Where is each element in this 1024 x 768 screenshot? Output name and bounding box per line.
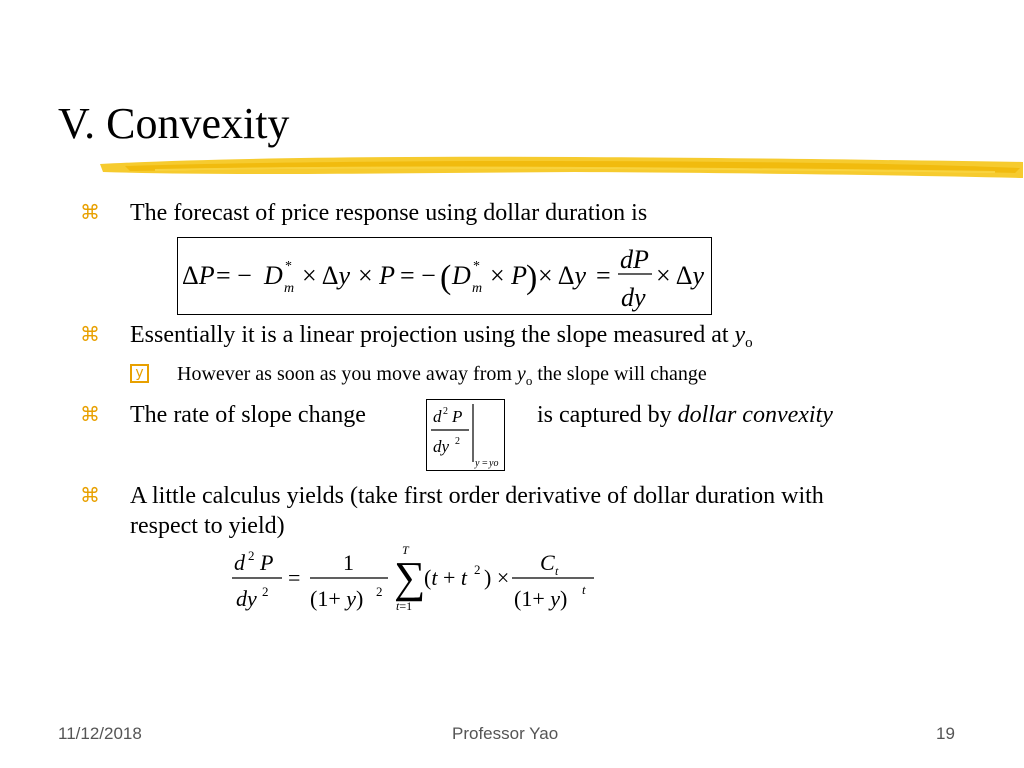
- svg-text:t=1: t=1: [396, 599, 413, 613]
- bullet-text-4-line1: A little calculus yields (take first order derivative of dollar duration with: [130, 483, 824, 509]
- svg-text:d: d: [234, 550, 245, 575]
- svg-text:m: m: [472, 281, 483, 296]
- svg-text:dy: dy: [621, 283, 646, 312]
- svg-text:(1+ y): (1+ y): [310, 586, 364, 611]
- svg-text:2: 2: [262, 584, 269, 599]
- svg-text:=: =: [482, 458, 488, 469]
- svg-text:(1+ y): (1+ y): [514, 586, 568, 611]
- svg-text:) ×: ) ×: [484, 565, 510, 590]
- bullet-text-3-post: [537, 400, 833, 430]
- svg-text:=: =: [596, 261, 611, 290]
- sub-bullet-pre: However as soon as you move away from: [177, 363, 517, 385]
- sub-bullet-post: the slope will change: [532, 363, 707, 385]
- svg-text:D: D: [264, 261, 283, 290]
- svg-text:dy: dy: [236, 586, 257, 611]
- svg-text:(t + t: (t + t: [424, 565, 467, 590]
- sub-bullet-text: [177, 361, 707, 394]
- svg-text:ΔP: ΔP: [182, 261, 215, 290]
- slide-title: V. Convexity: [58, 99, 290, 148]
- sub-bullet-icon: y: [130, 364, 149, 383]
- duration-equation: [177, 237, 712, 315]
- convexity-formula: [228, 540, 608, 620]
- second-derivative-box: [426, 399, 505, 471]
- svg-text:=: =: [288, 565, 301, 590]
- svg-text:= −: = −: [400, 261, 436, 290]
- bullet-text-3-plain: is captured by: [537, 402, 678, 428]
- svg-text:y: y: [475, 458, 480, 469]
- svg-text:× P: × P: [490, 261, 528, 290]
- bullet-text-3-italic: dollar convexity: [677, 402, 833, 428]
- bullet-text-1: The forecast of price response using dollar duration is: [130, 200, 648, 226]
- svg-text:C: C: [540, 550, 555, 575]
- bullet-text-4-line2: respect to yield): [130, 513, 285, 539]
- duration-equation-svg: [178, 238, 713, 316]
- svg-text:dP: dP: [620, 245, 649, 274]
- svg-text:*: *: [285, 259, 292, 274]
- svg-text:× Δy: × Δy: [656, 261, 704, 290]
- svg-text:2: 2: [248, 548, 255, 563]
- svg-text:P: P: [452, 407, 463, 426]
- svg-text:*: *: [473, 259, 480, 274]
- subscript-o: o: [525, 373, 533, 388]
- bullet-icon: ⌘: [80, 483, 100, 507]
- svg-text:2: 2: [474, 562, 481, 577]
- svg-text:(: (: [440, 259, 452, 296]
- bullet-icon: ⌘: [80, 200, 100, 224]
- bullet-icon: ⌘: [80, 402, 100, 426]
- bullet-text-2-main: Essentially it is a linear projection using the slope measured at: [130, 322, 735, 348]
- svg-text:P: P: [260, 550, 274, 575]
- svg-text:∑: ∑: [394, 553, 426, 602]
- bullet-text-3-pre: The rate of slope change: [130, 402, 366, 428]
- svg-text:= −: = −: [216, 261, 252, 290]
- svg-text:d: d: [433, 407, 442, 426]
- svg-text:T: T: [402, 543, 409, 557]
- footer-date: 11/12/2018: [58, 724, 142, 743]
- svg-text:): ): [526, 259, 538, 296]
- svg-text:2: 2: [455, 436, 460, 447]
- svg-text:2: 2: [443, 406, 448, 417]
- bullet-icon: ⌘: [80, 322, 100, 346]
- svg-text:t: t: [582, 582, 586, 597]
- subscript-o: o: [745, 335, 753, 351]
- svg-text:m: m: [284, 281, 295, 296]
- svg-text:× Δy: × Δy: [538, 261, 586, 290]
- var-y: y: [516, 363, 526, 385]
- footer-page-number: 19: [936, 724, 955, 743]
- svg-text:t: t: [555, 564, 559, 578]
- svg-text:2: 2: [376, 584, 383, 599]
- svg-text:dy: dy: [433, 437, 450, 456]
- svg-text:× Δy: × Δy: [302, 261, 350, 290]
- bullet-text-2: [130, 320, 753, 358]
- var-y: y: [734, 322, 746, 348]
- svg-text:1: 1: [343, 550, 354, 575]
- svg-text:D: D: [452, 261, 471, 290]
- svg-text:yo: yo: [489, 458, 499, 469]
- title-underline-brush: [95, 148, 1024, 190]
- footer-author: Professor Yao: [452, 724, 559, 743]
- second-derivative-svg: [427, 400, 506, 472]
- svg-text:× P: × P: [358, 261, 396, 290]
